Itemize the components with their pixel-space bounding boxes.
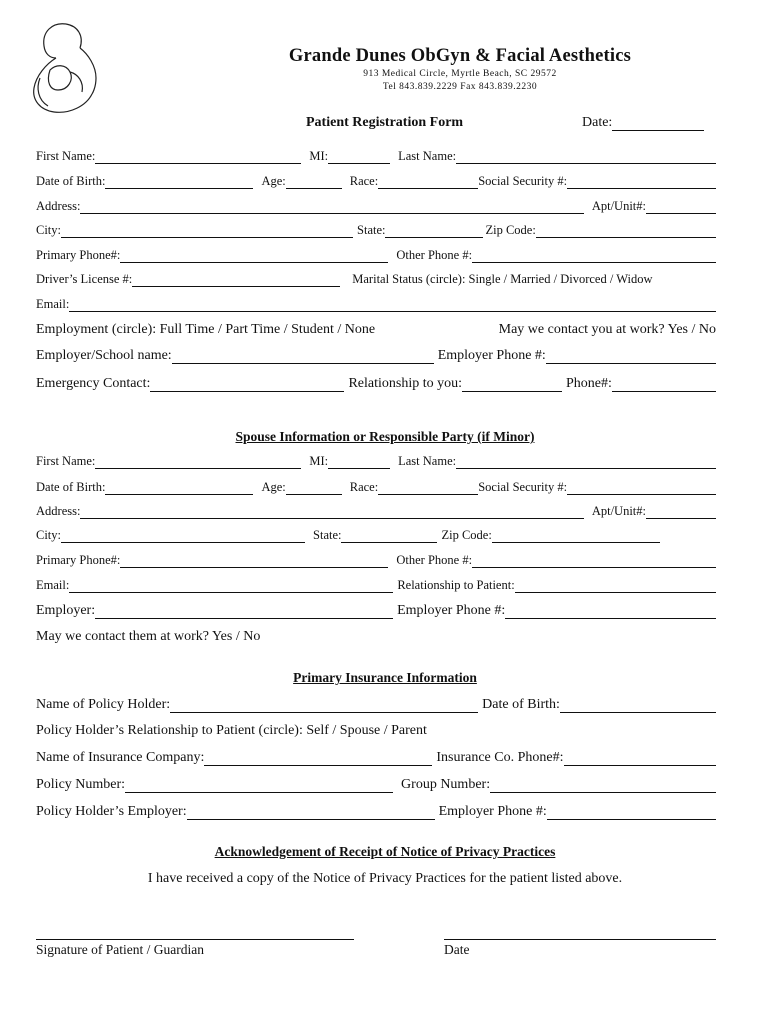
holder-employer-phone-label: Employer Phone #: [438, 804, 547, 819]
spouse-address-row [36, 504, 716, 519]
patient-name-row [36, 149, 716, 164]
employment-options[interactable]: Employment (circle): Full Time / Part Time / Student / None [36, 322, 376, 337]
apt-field[interactable] [646, 202, 716, 214]
race-label: Race: [349, 174, 379, 188]
emergency-contact-field[interactable] [150, 380, 344, 392]
spouse-employer-field[interactable] [95, 607, 393, 619]
spouse-city-row [36, 528, 716, 543]
spouse-first-name-label: First Name: [36, 454, 96, 468]
spouse-mi-label: MI: [309, 454, 329, 468]
signature-date-line[interactable] [444, 939, 716, 940]
spouse-age-field[interactable] [286, 483, 342, 495]
practice-name: Grande Dunes ObGyn & Facial Aesthetics [288, 46, 632, 66]
form-title: Patient Registration Form [306, 115, 464, 130]
relationship-to-patient-field[interactable] [515, 581, 716, 593]
ssn-label: Social Security #: [478, 174, 568, 188]
relationship-to-patient-label: Relationship to Patient: [397, 578, 515, 592]
spouse-other-phone-label: Other Phone #: [396, 553, 473, 567]
mi-label: MI: [309, 149, 329, 163]
patient-employment-row [36, 322, 716, 338]
spouse-contact-at-work-question[interactable]: May we contact them at work? Yes / No [36, 629, 261, 644]
spouse-last-name-field[interactable] [456, 457, 716, 469]
mi-field[interactable] [328, 152, 390, 164]
employer-phone-field[interactable] [546, 352, 716, 364]
patient-email-row [36, 297, 716, 312]
spouse-email-row [36, 578, 716, 593]
age-field[interactable] [286, 177, 342, 189]
spouse-state-label: State: [313, 528, 342, 542]
date-label: Date: [582, 115, 613, 130]
contact-at-work-question[interactable]: May we contact you at work? Yes / No [498, 322, 716, 337]
spouse-employer-label: Employer: [36, 603, 96, 618]
privacy-statement: I have received a copy of the Notice of Privacy Practices for the patient listed above. [147, 871, 623, 886]
patient-dob-row [36, 174, 716, 189]
dob-field[interactable] [105, 177, 253, 189]
primary-phone-label: Primary Phone#: [36, 248, 121, 262]
spouse-address-label: Address: [36, 504, 81, 518]
ssn-field[interactable] [567, 177, 716, 189]
date-field[interactable] [612, 119, 704, 131]
other-phone-label: Other Phone #: [396, 248, 473, 262]
spouse-ssn-field[interactable] [567, 483, 716, 495]
spouse-address-field[interactable] [80, 507, 583, 519]
emergency-contact-label: Emergency Contact: [36, 376, 151, 391]
practice-address: 913 Medical Circle, Myrtle Beach, SC 29572 [363, 69, 557, 79]
signature-date-label: Date [444, 942, 470, 957]
policy-number-field[interactable] [125, 781, 393, 793]
holder-employer-row [36, 804, 716, 820]
group-number-field[interactable] [490, 781, 716, 793]
spouse-mi-field[interactable] [328, 457, 390, 469]
policy-number-label: Policy Number: [36, 777, 126, 792]
email-field[interactable] [69, 300, 716, 312]
spouse-apt-label: Apt/Unit#: [591, 504, 646, 518]
policy-holder-row [36, 697, 716, 713]
spouse-employer-row [36, 603, 716, 619]
holder-employer-label: Policy Holder’s Employer: [36, 804, 187, 819]
first-name-field[interactable] [95, 152, 301, 164]
spouse-last-name-label: Last Name: [398, 454, 457, 468]
practice-phone-fax: Tel 843.839.2229 Fax 843.839.2230 [382, 82, 538, 92]
spouse-email-label: Email: [36, 578, 70, 592]
emergency-phone-label: Phone#: [566, 376, 612, 391]
mother-child-logo [26, 18, 108, 116]
spouse-city-label: City: [36, 528, 62, 542]
spouse-dob-field[interactable] [105, 483, 253, 495]
other-phone-field[interactable] [472, 251, 716, 263]
email-label: Email: [36, 297, 70, 311]
spouse-race-label: Race: [349, 480, 379, 494]
signature-label: Signature of Patient / Guardian [36, 942, 204, 957]
dob-label: Date of Birth: [36, 174, 106, 188]
race-field[interactable] [378, 177, 478, 189]
insurance-phone-label: Insurance Co. Phone#: [436, 750, 564, 765]
spouse-primary-phone-field[interactable] [120, 556, 388, 568]
spouse-dob-label: Date of Birth: [36, 480, 106, 494]
spouse-employer-phone-field[interactable] [505, 607, 716, 619]
employer-phone-label: Employer Phone #: [437, 348, 546, 363]
holder-employer-phone-field[interactable] [547, 808, 716, 820]
spouse-contact-row [36, 629, 716, 645]
spouse-dob-row [36, 480, 716, 495]
policy-holder-dob-label: Date of Birth: [482, 697, 560, 712]
spouse-employer-phone-label: Employer Phone #: [397, 603, 506, 618]
spouse-name-row [36, 454, 716, 469]
zip-field[interactable] [536, 226, 716, 238]
last-name-label: Last Name: [398, 149, 457, 163]
city-field[interactable] [61, 226, 353, 238]
spouse-other-phone-field[interactable] [472, 556, 716, 568]
emergency-phone-field[interactable] [612, 380, 716, 392]
address-label: Address: [36, 199, 81, 213]
spouse-zip-label: Zip Code: [441, 528, 492, 542]
spouse-city-field[interactable] [61, 531, 305, 543]
first-name-label: First Name: [36, 149, 96, 163]
policy-relationship-row [36, 723, 716, 739]
spouse-section-heading: Spouse Information or Responsible Party (if Minor) [235, 429, 535, 444]
state-field[interactable] [385, 226, 483, 238]
insurance-company-field[interactable] [204, 754, 432, 766]
privacy-section-heading: Acknowledgement of Receipt of Notice of Privacy Practices [214, 844, 556, 859]
policy-holder-relationship-options[interactable]: Policy Holder’s Relationship to Patient (circle): Self / Spouse / Parent [36, 723, 427, 738]
policy-holder-dob-field[interactable] [560, 701, 716, 713]
spouse-first-name-field[interactable] [95, 457, 301, 469]
address-field[interactable] [80, 202, 583, 214]
signature-line[interactable] [36, 939, 354, 940]
city-label: City: [36, 223, 62, 237]
patient-address-row [36, 199, 716, 214]
holder-employer-field[interactable] [187, 808, 435, 820]
form-date [582, 115, 704, 131]
drivers-license-field[interactable] [132, 275, 340, 287]
last-name-field[interactable] [456, 152, 716, 164]
spouse-email-field[interactable] [69, 581, 393, 593]
spouse-apt-field[interactable] [646, 507, 716, 519]
relationship-label: Relationship to you: [348, 376, 462, 391]
policy-holder-label: Name of Policy Holder: [36, 697, 171, 712]
relationship-field[interactable] [462, 380, 562, 392]
policy-holder-field[interactable] [170, 701, 478, 713]
insurance-company-label: Name of Insurance Company: [36, 750, 205, 765]
insurance-company-row [36, 750, 716, 766]
apt-label: Apt/Unit#: [591, 199, 646, 213]
patient-employer-row [36, 348, 716, 364]
insurance-section-heading: Primary Insurance Information [293, 670, 477, 685]
patient-license-row [36, 272, 716, 287]
spouse-zip-field[interactable] [492, 531, 660, 543]
spouse-ssn-label: Social Security #: [478, 480, 568, 494]
spouse-state-field[interactable] [341, 531, 437, 543]
insurance-phone-field[interactable] [564, 754, 717, 766]
spouse-phone-row [36, 553, 716, 568]
policy-number-row [36, 777, 716, 793]
zip-label: Zip Code: [485, 223, 536, 237]
primary-phone-field[interactable] [120, 251, 388, 263]
spouse-race-field[interactable] [378, 483, 478, 495]
employer-field[interactable] [172, 352, 434, 364]
patient-phone-row [36, 248, 716, 263]
patient-emergency-row [36, 376, 716, 392]
marital-status-label[interactable]: Marital Status (circle): Single / Married / Divorced / Widow [352, 272, 653, 286]
spouse-age-label: Age: [261, 480, 286, 494]
drivers-license-label: Driver’s License #: [36, 272, 133, 286]
state-label: State: [357, 223, 386, 237]
spouse-primary-phone-label: Primary Phone#: [36, 553, 121, 567]
patient-city-row [36, 223, 716, 238]
age-label: Age: [261, 174, 286, 188]
employer-label: Employer/School name: [36, 348, 172, 363]
group-number-label: Group Number: [401, 777, 491, 792]
